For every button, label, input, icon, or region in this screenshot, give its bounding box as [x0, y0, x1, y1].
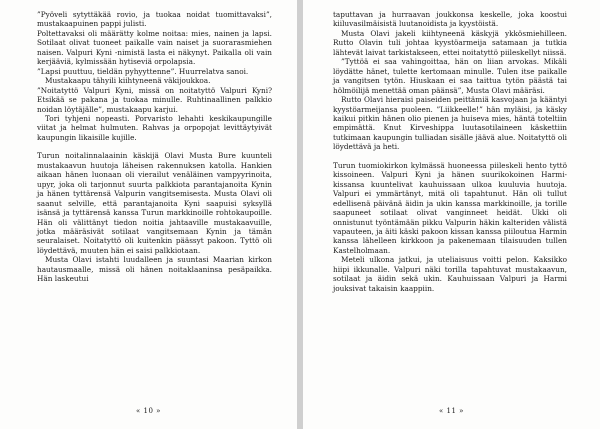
paragraph: taputtavan ja hurraavan joukkonsa keskelle, joka koostui kiiluvasilmäisistä luutanoidista ja kyystöistä.: [333, 10, 567, 29]
left-bottom-section: [37, 151, 272, 283]
paragraph: Rutto Olavi hieraisi paiseiden peittämiä kasvojaan ja kääntyi kyystöarmeijansa puoleen. ”Liikkeelle!” hän myläisi, ja käsky kaikui pitkin hänen olio pienen ja huiseva mies, häntä toteltiin empimättä. Knut Kirveshippa luutasotilaineen käskettiin tutkimaan kaupungin tulliadan sisälle jäävä alue. Noitatyttö oli löydettävä ja heti.: [333, 95, 567, 152]
left-page: [0, 0, 297, 429]
paragraph: Mustakaapu tähyili kiihtyneenä väkijoukkoa.: [45, 76, 211, 86]
paragraph: Musta Olavi istahti luudalleen ja suuntasi Maarian kirkon hautausmaalle, missä oli hänen noitaklaaninsa pesäpaikka. Hän laskeutui: [37, 255, 272, 284]
paragraph: Tori tyhjeni nopeasti. Porvaristo lehahti keskikaupungille viitat ja helmat hulmuten. Rahvas ja orpopojat levittäytyivät kaupungin likaisille kujille.: [37, 113, 272, 142]
right-bottom-section: [333, 161, 567, 293]
paragraph: ”Noitatyttö Valpuri Kyni, missä on noitatyttö Valpuri Kyni? Etsikää se pakana ja tuokaa minulle. Ruhtinaallinen palkkio noidan löytäjälle”, mustakaapu karjui.: [37, 85, 272, 114]
page-number: « 11 »: [439, 407, 464, 415]
paragraph: Turun noitalinnalaainin käskijä Olavi Musta Bure kuunteli mustakaavun huutoja läheisen rakennuksen katolla. Hankien aikaan hänen luonaan oli vierailut venäläinen vampyyrinoita, upyr, joka oli tarjonnut suurta palkkiota parantajanoita Kynin ja hänen tyttärensä Valpurin vangitsemisesta. Musta Olavi oli saanut selville, että parantajanoita Kyni saapuisi syksyllä isänsä ja tyttärensä kanssa Turun markkinoille rohtokaupoille. Hän oli välittänyt tiedon noitia jahtaaville mustakaavuille, jotka määräsivät sotilaat vangitsemaan Kynin ja tämän seuralaiset. Noitatyttö oli kuitenkin päässyt pakoon. Tyttö oli löydettävä, muuten hän ei saisi palkkiotaan.: [37, 151, 272, 255]
paragraph: Musta Olavi jakeli kiihtyneenä käskyjä ykkösmiehilleen. Rutto Olavin tuli johtaa kyystöarmeija satamaan ja tutkia lähtevät laivat tarkistakseen, ettei noitatyttö piileskellyt niissä.: [333, 28, 567, 57]
paragraph: ”Lapsi puuttuu, tieldän pyhyyttenne”. Huurrelatva sanoi.: [37, 66, 249, 76]
right-top-section: [333, 10, 567, 152]
page-number: « 10 »: [136, 407, 161, 415]
paragraph: Meteli ulkona jatkui, ja uteliaisuus voitti pelon. Kaksikko hiipi ikkunalle. Valpuri näki torilla tapahtuvat mustakaavun, sotilaat ja äidin sekä ukin. Kauhuissaan Valpuri ja Harmi jouksivat takaisin kaappiin.: [333, 255, 567, 293]
section-break: [37, 142, 272, 151]
paragraph: ”Pyöveli sytyttäkää rovio, ja tuokaa noidat tuomittavaksi”, mustakaapuinen pappi julisti.: [37, 10, 272, 29]
paragraph: ”Tyttöä ei saa vahingoittaa, hän on liian arvokas. Mikäli löydätte hänet, tulette kertomaan minulle. Tulen itse paikalle ja vangitsen tytön. Hiuskaan ei saa taittua tytön päästä tai hölmöilijä menettää oman päänsä”, Musta Olavi määräsi.: [333, 57, 567, 95]
section-break: [333, 152, 567, 161]
paragraph: Turun tuomiokirkon kylmässä huoneessa piileskeli hento tyttö kissoineen. Valpuri Kyni ja hänen suurikokoinen Harmi-kissansa kuuntelivat kauhuissaan ulkoa kuuluvia huutoja. Valpuri ei ymmärtänyt, mitä oli tapahtunut. Hän oli tullut edellisenä päivänä äidin ja ukin kanssa markkinoille, ja torille saapuneet sotilaat olivat vanginneet heidät. Ukki oli onnistunut työntämään pikku Valpurin häkin kalteriden välistä vapauteen, ja äiti käski pakoon kissan kanssa piiloutua Harmin kanssa lähelleen kirkkoon ja pakenemaan tilaisuuden tullen Kastelholmaan.: [333, 160, 567, 255]
left-top-section: [37, 10, 272, 142]
right-page: [303, 0, 600, 429]
paragraph: Poltettavaksi oli määrätty kolme noitaa: mies, nainen ja lapsi. Sotilaat olivat tuoneet paikalle vain naiset ja suorarasmiehen naisen. Valpuri Kyni -nimistä lasta ei näkynyt. Paikalla oli vain kerjääviä, kylmissään hytiseviä orpolapsia.: [37, 28, 272, 67]
